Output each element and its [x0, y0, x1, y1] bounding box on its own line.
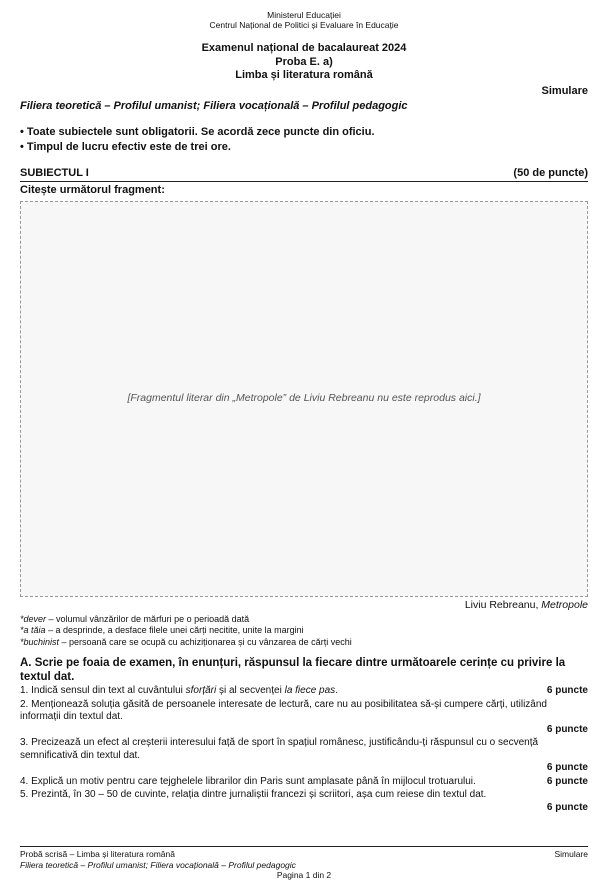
footer-profile-row: [20, 860, 588, 871]
literary-excerpt-placeholder: [20, 201, 588, 597]
footer-session: Simulare: [554, 849, 588, 859]
subject-header: [20, 167, 588, 182]
question-2: [20, 699, 588, 737]
question-4: [20, 776, 588, 789]
question-term: sforțări: [185, 685, 217, 696]
glossary-definition: – a desprinde, a desface filele unei cărți necitite, unite la margini: [45, 625, 304, 635]
glossary-item: [20, 614, 588, 626]
question-points: 6 puncte: [546, 685, 588, 696]
glossary-item: [20, 637, 588, 649]
book-title: Metropole: [541, 598, 588, 611]
rule-item: • Toate subiectele sunt obligatorii. Se acordă zece puncte din oficiu.: [20, 125, 588, 140]
read-instruction: Citește următorul fragment:: [20, 183, 165, 196]
center-name: Centrul Național de Politici și Evaluare în Educație: [209, 20, 399, 30]
session-label: Simulare: [541, 84, 588, 97]
footer-profile: Filiera teoretică – Profilul umanist; Filiera vocațională – Profilul pedagogic: [20, 859, 296, 870]
question-1: [20, 685, 588, 698]
footer-exam: Probă scrisă – Limba și literatura română: [20, 849, 175, 859]
exam-rules: [20, 125, 588, 155]
exam-subject: Limba și literatura română: [235, 69, 373, 81]
question-text: 1. Indică sensul din text al cuvântului sforțări și al secvenței la fiece pas.: [20, 685, 338, 696]
excerpt-note: [Fragmentul literar din „Metropole” de Liviu Rebreanu nu este reprodus aici.]: [127, 392, 481, 404]
question-3: [20, 737, 588, 775]
question-text: 5. Prezintă, în 30 – 50 de cuvinte, relația dintre jurnaliștii francezi și scriitori, așa cum reiese din textul dat.: [20, 789, 487, 800]
glossary-definition: – volumul vânzărilor de mărfuri pe o perioadă dată: [46, 613, 250, 624]
subject-title: SUBIECTUL I: [20, 166, 89, 179]
question-text: 2. Menționează soluția găsită de persoanele interesate de lectură, care nu au posibilitatea să-și cumpere cărți, utilizând informații din textul dat.: [20, 698, 547, 722]
question-points: 6 puncte: [546, 801, 588, 813]
footer-row: [20, 849, 588, 860]
rule-item: • Timpul de lucru efectiv este de trei ore.: [20, 140, 588, 155]
question-points: 6 puncte: [546, 723, 588, 735]
question-text: 4. Explică un motiv pentru care tejghelele librarilor din Paris sunt amplasate până în mijlocul trotuarului.: [20, 775, 476, 787]
glossary: [20, 614, 588, 649]
exam-title: Examenul național de bacalaureat 2024: [201, 42, 407, 54]
question-points: 6 puncte: [546, 775, 588, 787]
page-footer: [20, 846, 588, 881]
glossary-item: [20, 625, 588, 637]
ministry-header: [20, 10, 588, 30]
question-text: 3. Precizează un efect al creșterii interesului față de sport în spațiul românesc, justificându-ți răspunsul cu o secvență semnificativă din textul dat.: [20, 737, 539, 761]
ministry-name: Ministerul Educației: [267, 10, 341, 20]
glossary-term: *dever: [20, 613, 47, 624]
question-term: la fiece pas: [284, 685, 336, 696]
glossary-term: *buchinist: [20, 636, 60, 647]
page-number: Pagina 1 din 2: [276, 870, 332, 880]
glossary-term: *a tăia: [20, 625, 46, 635]
subject-points: (50 de puncte): [513, 166, 588, 179]
excerpt-attribution: [20, 599, 588, 612]
section-a-title: A. Scrie pe foaia de examen, în enunțuri, răspunsul la fiecare dintre următoarele cerințe cu privire la textul dat.: [20, 657, 566, 683]
exam-proba: Proba E. a): [275, 55, 333, 68]
exam-heading: [20, 42, 588, 83]
author-name: Liviu Rebreanu,: [464, 598, 539, 611]
profile-line: Filiera teoretică – Profilul umanist; Filiera vocațională – Profilul pedagogic: [20, 99, 408, 112]
question-points: 6 puncte: [546, 762, 588, 773]
question-5: [20, 789, 588, 814]
glossary-definition: – persoană care se ocupă cu achiziționarea și cu vânzarea de cărți vechi: [59, 636, 352, 647]
